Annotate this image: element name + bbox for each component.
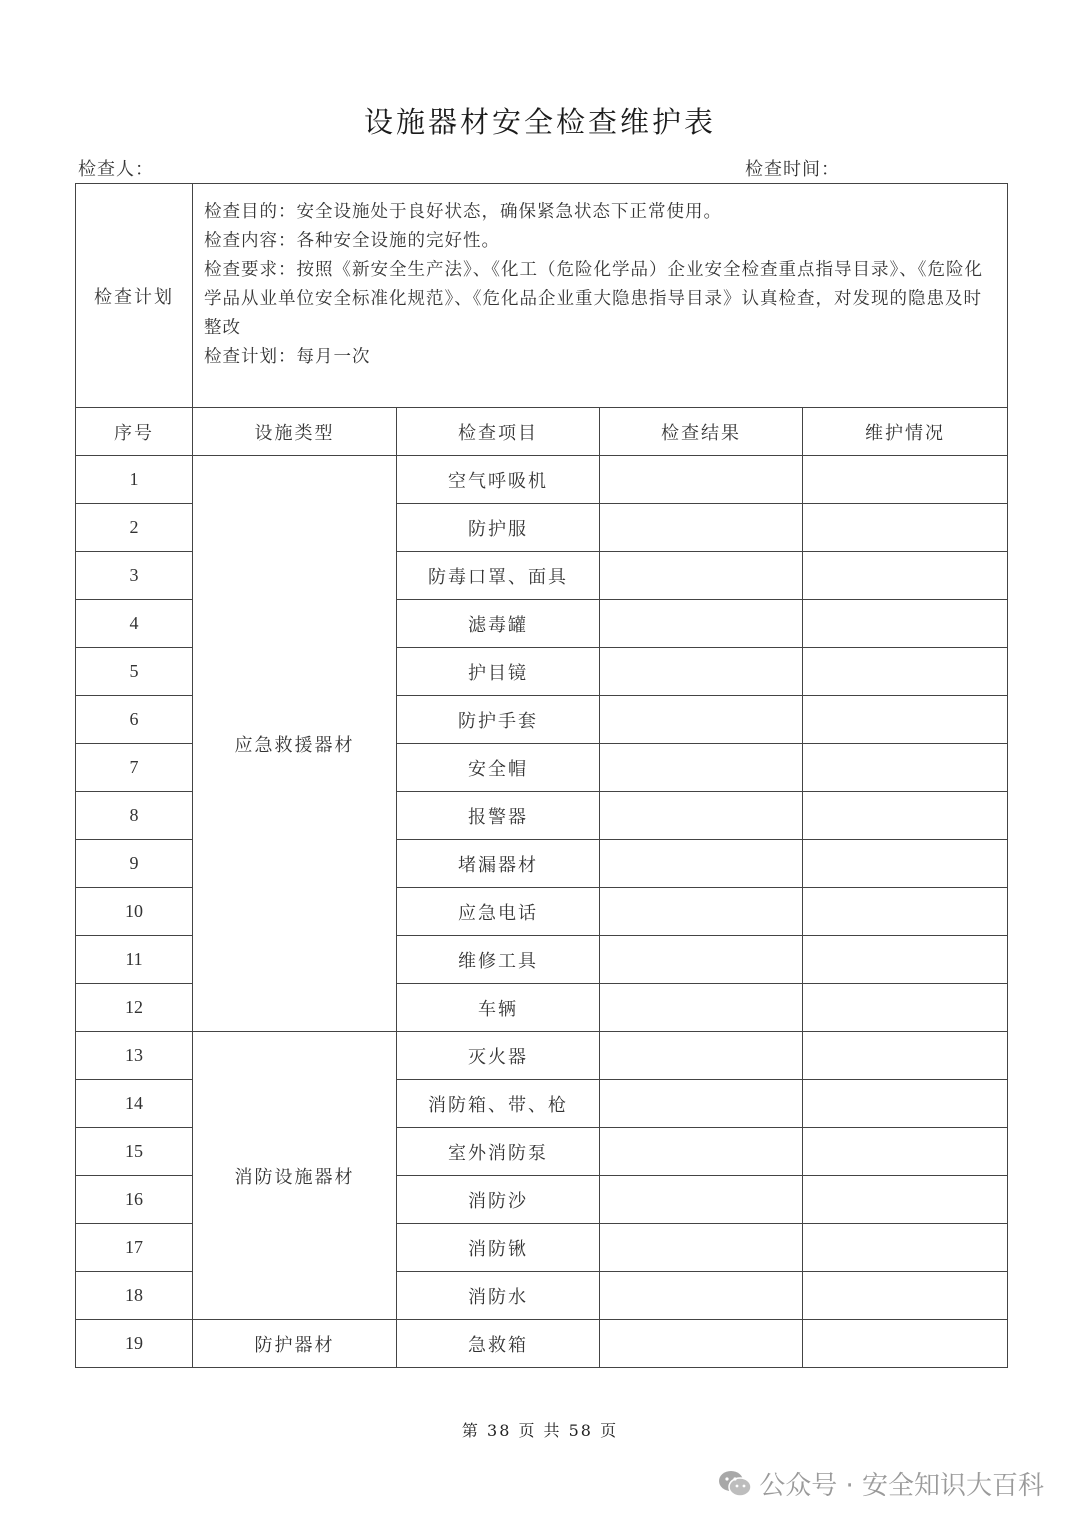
row-number: 14 xyxy=(76,1080,193,1128)
row-number: 15 xyxy=(76,1128,193,1176)
maintenance-cell[interactable] xyxy=(803,1032,1008,1080)
check-result-cell[interactable] xyxy=(600,504,803,552)
header-facility-type: 设施类型 xyxy=(193,408,397,456)
facility-type-cell: 应急救援器材 xyxy=(193,456,397,1032)
maintenance-cell[interactable] xyxy=(803,456,1008,504)
check-result-cell[interactable] xyxy=(600,552,803,600)
row-number: 18 xyxy=(76,1272,193,1320)
check-item-cell: 堵漏器材 xyxy=(397,840,600,888)
check-result-cell[interactable] xyxy=(600,744,803,792)
check-result-cell[interactable] xyxy=(600,1320,803,1368)
wechat-icon xyxy=(717,1469,753,1499)
row-number: 4 xyxy=(76,600,193,648)
maintenance-cell[interactable] xyxy=(803,600,1008,648)
maintenance-cell[interactable] xyxy=(803,648,1008,696)
maintenance-cell[interactable] xyxy=(803,792,1008,840)
maintenance-cell[interactable] xyxy=(803,1224,1008,1272)
check-item-cell: 灭火器 xyxy=(397,1032,600,1080)
plan-description xyxy=(193,184,1008,408)
maintenance-cell[interactable] xyxy=(803,1272,1008,1320)
row-number: 3 xyxy=(76,552,193,600)
check-result-cell[interactable] xyxy=(600,1224,803,1272)
maintenance-cell[interactable] xyxy=(803,552,1008,600)
check-item-cell: 消防水 xyxy=(397,1272,600,1320)
maintenance-cell[interactable] xyxy=(803,984,1008,1032)
maintenance-cell[interactable] xyxy=(803,1080,1008,1128)
check-result-cell[interactable] xyxy=(600,888,803,936)
check-item-cell: 安全帽 xyxy=(397,744,600,792)
maintenance-cell[interactable] xyxy=(803,504,1008,552)
row-number: 7 xyxy=(76,744,193,792)
row-number: 13 xyxy=(76,1032,193,1080)
table-row xyxy=(76,1320,1008,1368)
plan-label: 检查计划 xyxy=(76,184,193,408)
row-number: 8 xyxy=(76,792,193,840)
check-item-cell: 室外消防泵 xyxy=(397,1128,600,1176)
header-check-result: 检查结果 xyxy=(600,408,803,456)
row-number: 2 xyxy=(76,504,193,552)
check-result-cell[interactable] xyxy=(600,984,803,1032)
row-number: 11 xyxy=(76,936,193,984)
table-row xyxy=(76,1032,1008,1080)
check-result-cell[interactable] xyxy=(600,456,803,504)
check-item-cell: 消防锹 xyxy=(397,1224,600,1272)
check-result-cell[interactable] xyxy=(600,1272,803,1320)
maintenance-cell[interactable] xyxy=(803,888,1008,936)
check-item-cell: 报警器 xyxy=(397,792,600,840)
maintenance-cell[interactable] xyxy=(803,936,1008,984)
check-item-cell: 滤毒罐 xyxy=(397,600,600,648)
facility-type-cell: 消防设施器材 xyxy=(193,1032,397,1320)
page-number: 第 38 页 共 58 页 xyxy=(461,1421,619,1440)
inspector-label: 检查人： xyxy=(78,159,154,180)
check-item-cell: 空气呼吸机 xyxy=(397,456,600,504)
header-check-item: 检查项目 xyxy=(397,408,600,456)
plan-purpose-line: 检查目的：安全设施处于良好状态，确保紧急状态下正常使用。 xyxy=(204,202,722,222)
maintenance-cell[interactable] xyxy=(803,1128,1008,1176)
row-number: 5 xyxy=(76,648,193,696)
maintenance-cell[interactable] xyxy=(803,840,1008,888)
check-result-cell[interactable] xyxy=(600,1176,803,1224)
check-item-cell: 车辆 xyxy=(397,984,600,1032)
check-item-cell: 护目镜 xyxy=(397,648,600,696)
row-number: 16 xyxy=(76,1176,193,1224)
check-result-cell[interactable] xyxy=(600,648,803,696)
row-number: 1 xyxy=(76,456,193,504)
table-row xyxy=(76,456,1008,504)
check-result-cell[interactable] xyxy=(600,1032,803,1080)
row-number: 9 xyxy=(76,840,193,888)
check-item-cell: 防护手套 xyxy=(397,696,600,744)
plan-schedule-line: 检查计划：每月一次 xyxy=(204,347,371,367)
maintenance-cell[interactable] xyxy=(803,1320,1008,1368)
check-result-cell[interactable] xyxy=(600,600,803,648)
row-number: 17 xyxy=(76,1224,193,1272)
check-item-cell: 防护服 xyxy=(397,504,600,552)
check-item-cell: 维修工具 xyxy=(397,936,600,984)
check-result-cell[interactable] xyxy=(600,1080,803,1128)
header-no: 序号 xyxy=(76,408,193,456)
inspection-table xyxy=(75,183,1008,1368)
maintenance-cell[interactable] xyxy=(803,696,1008,744)
check-result-cell[interactable] xyxy=(600,936,803,984)
check-item-cell: 应急电话 xyxy=(397,888,600,936)
check-item-cell: 消防箱、带、枪 xyxy=(397,1080,600,1128)
watermark xyxy=(717,1465,1044,1502)
row-number: 12 xyxy=(76,984,193,1032)
check-result-cell[interactable] xyxy=(600,696,803,744)
check-result-cell[interactable] xyxy=(600,1128,803,1176)
check-item-cell: 防毒口罩、面具 xyxy=(397,552,600,600)
plan-requirement-line: 检查要求：按照《新安全生产法》、《化工（危险化学品）企业安全检查重点指导目录》、《危险化学品从业单位安全标准化规范》、《危化品企业重大隐患指导目录》认真检查，对发现的隐患及时整改 xyxy=(204,260,983,338)
check-result-cell[interactable] xyxy=(600,792,803,840)
document-title: 设施器材安全检查维护表 xyxy=(363,105,716,139)
inspect-time-label: 检查时间： xyxy=(745,159,840,180)
check-item-cell: 消防沙 xyxy=(397,1176,600,1224)
facility-type-cell: 防护器材 xyxy=(193,1320,397,1368)
check-item-cell: 急救箱 xyxy=(397,1320,600,1368)
plan-content-line: 检查内容：各种安全设施的完好性。 xyxy=(204,231,500,251)
maintenance-cell[interactable] xyxy=(803,1176,1008,1224)
header-maintenance: 维护情况 xyxy=(803,408,1008,456)
row-number: 19 xyxy=(76,1320,193,1368)
header-row xyxy=(76,408,1008,456)
row-number: 6 xyxy=(76,696,193,744)
check-result-cell[interactable] xyxy=(600,840,803,888)
plan-row xyxy=(76,184,1008,408)
watermark-text: 公众号 · 安全知识大百科 xyxy=(759,1471,1044,1501)
row-number: 10 xyxy=(76,888,193,936)
maintenance-cell[interactable] xyxy=(803,744,1008,792)
